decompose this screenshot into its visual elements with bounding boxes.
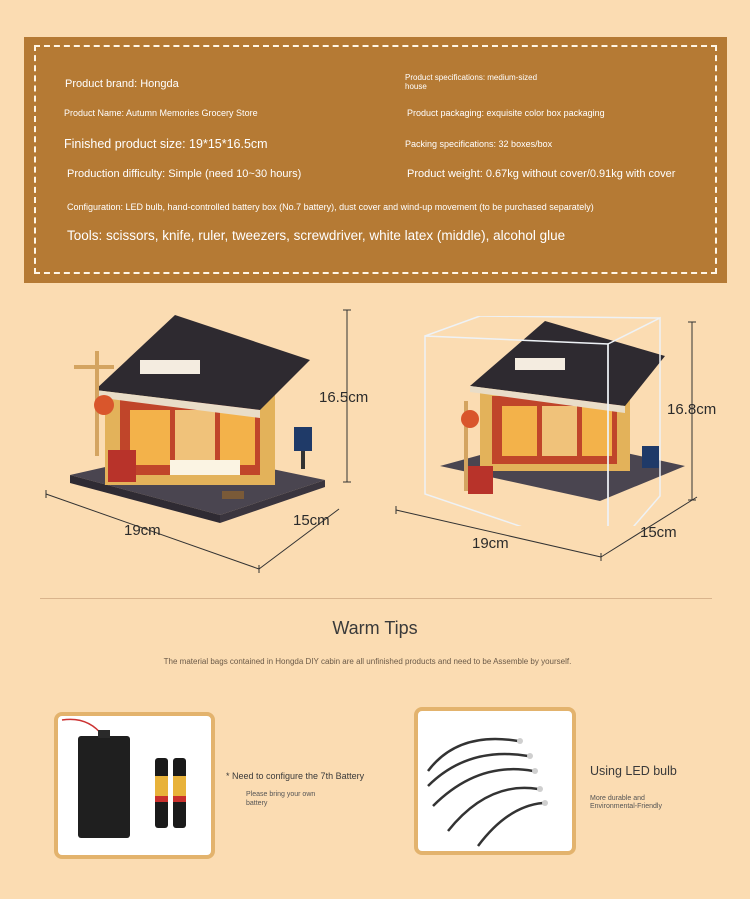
spec-tools: Tools: scissors, knife, ruler, tweezers, screwdriver, white latex (middle), alcohol glue <box>67 228 566 243</box>
spec-brand: Product brand: Hongda <box>65 78 179 90</box>
battery-box-image <box>58 716 211 855</box>
led-subnote <box>590 795 662 811</box>
led-subnote-line2: Environmental-Friendly <box>590 803 662 810</box>
spec-packaging: Product packaging: exquisite color box packaging <box>407 108 605 118</box>
spec-difficulty: Production difficulty: Simple (need 10~30 hours) <box>67 168 302 180</box>
battery-note: * Need to configure the 7th Battery <box>226 771 365 781</box>
dollhouse-image <box>60 315 330 530</box>
spec-specifications-line2: house <box>405 82 427 91</box>
led-wires-image <box>418 711 572 851</box>
right-width-label: 19cm <box>472 535 509 552</box>
battery-subnote-line1: Please bring your own <box>246 791 316 798</box>
battery-photo-frame <box>54 712 215 859</box>
battery-subnote <box>246 790 315 808</box>
right-depth-label: 15cm <box>640 524 677 541</box>
left-depth-label: 15cm <box>293 512 330 529</box>
spec-specifications-line1: Product specifications: medium-sized <box>405 73 538 82</box>
led-photo-frame <box>414 707 576 855</box>
warm-tips-subtitle: The material bags contained in Hongda DIY cabin are all unfinished products and need to be Assemble by yourself. <box>163 657 572 666</box>
spec-size: Finished product size: 19*15*16.5cm <box>64 137 268 151</box>
left-width-label: 19cm <box>124 522 161 539</box>
led-subnote-line1: More durable and <box>590 795 645 802</box>
battery-subnote-line2: battery <box>246 800 268 807</box>
spec-name: Product Name: Autumn Memories Grocery Store <box>64 108 258 118</box>
right-height-label: 16.8cm <box>667 401 717 418</box>
spec-configuration: Configuration: LED bulb, hand-controlled battery box (No.7 battery), dust cover and wind-up movement (to be purchased separately) <box>67 202 594 212</box>
section-divider <box>40 598 712 599</box>
led-title: Using LED bulb <box>590 764 677 778</box>
spec-packing: Packing specifications: 32 boxes/box <box>405 139 553 149</box>
left-height-label: 16.5cm <box>319 389 369 406</box>
dollhouse-with-cover-image <box>420 316 695 526</box>
warm-tips-title: Warm Tips <box>332 618 418 638</box>
spec-weight: Product weight: 0.67kg without cover/0.91kg with cover <box>407 168 676 180</box>
